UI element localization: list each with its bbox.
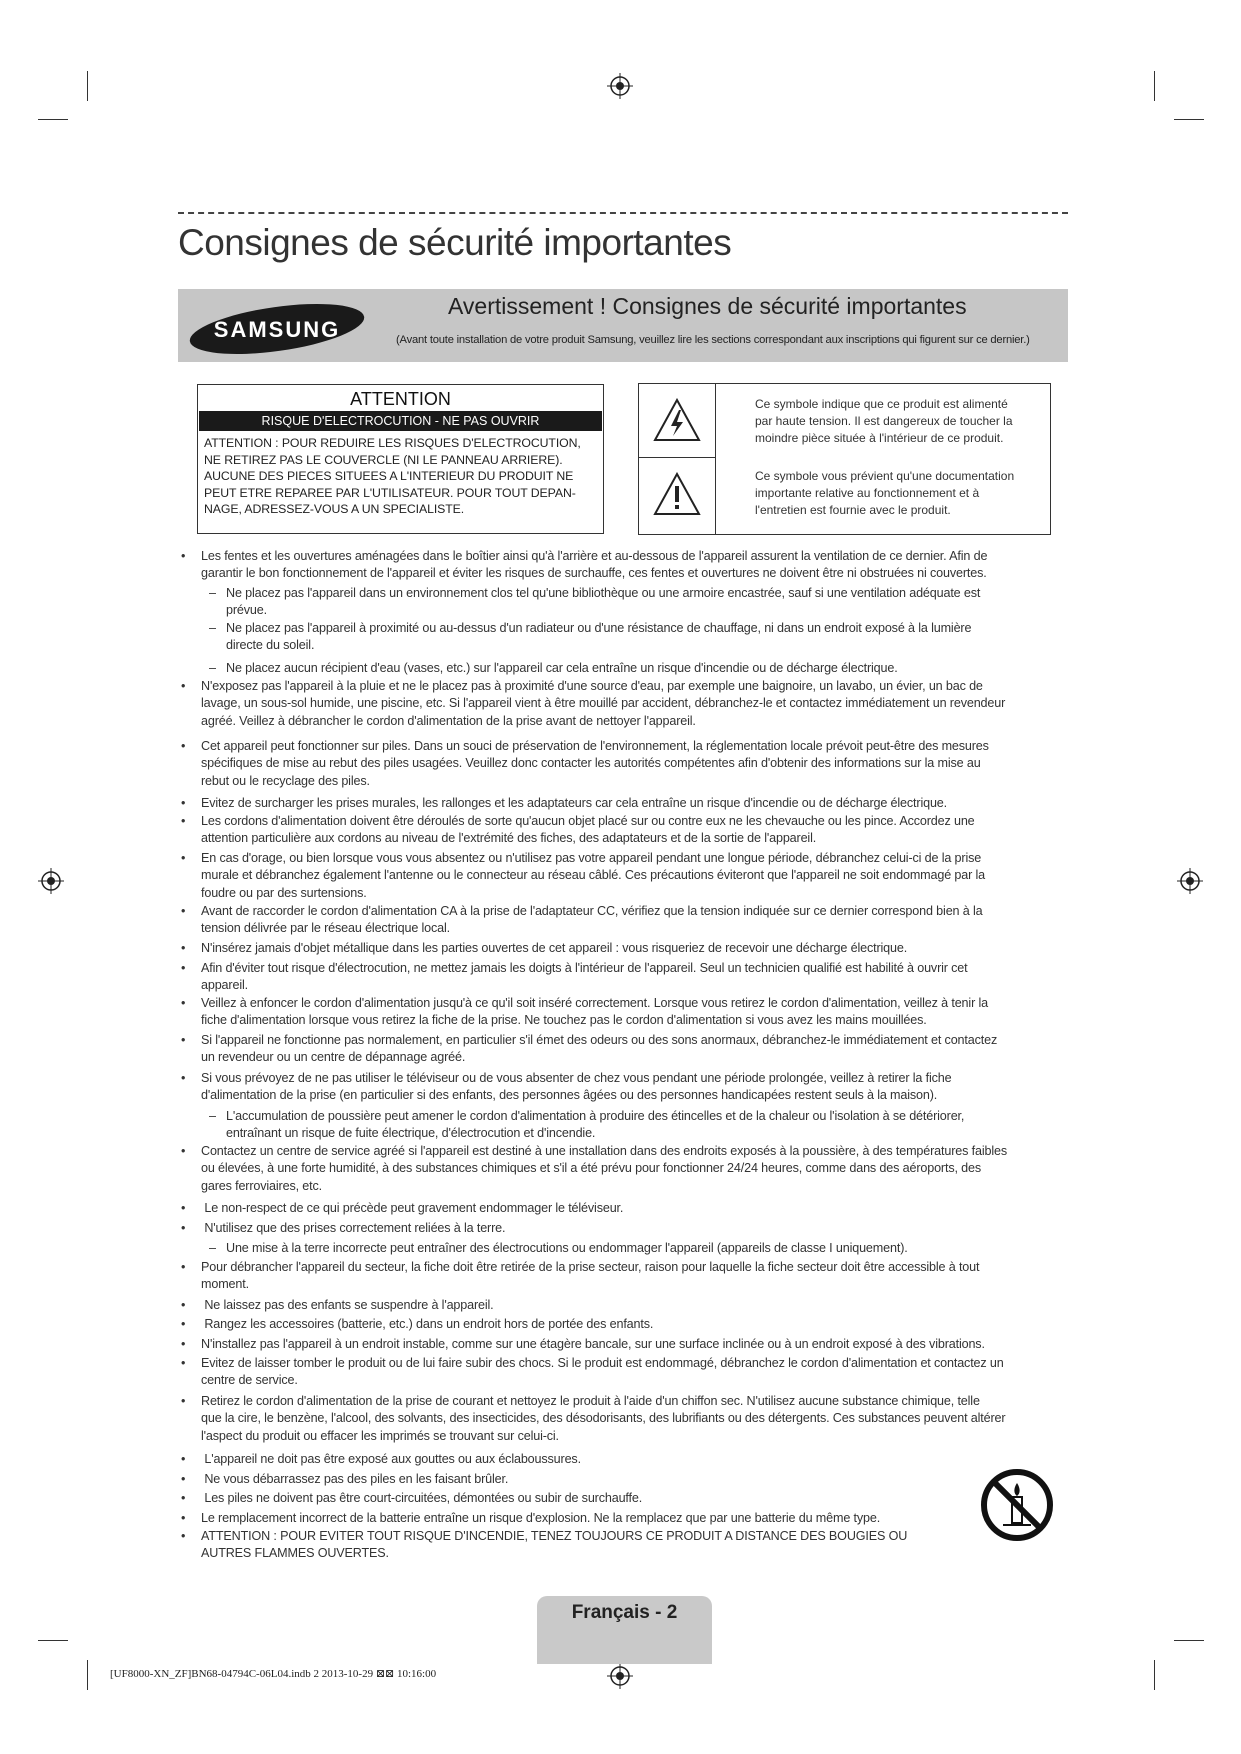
list-item [181, 1355, 1004, 1390]
list-item-text: Cet appareil peut fonctionner sur piles. Dans un souci de préservation de l'environnement, la réglementation locale prévoit peut-être des mesures spécifiques de mise au rebut des piles usagées. Veuillez donc contacter les autorités compétentes afin d'obtenir des informations sur la mise au rebut ou le recyclage des piles. [201, 739, 989, 788]
list-item-text: Les cordons d'alimentation doivent être déroulés de sorte qu'aucun objet placé sur ou contre eux ne les chevauche ou les pince. Accordez une attention particulière aux cordons au niveau de l'extrémité des fiches, des adaptateurs et de la sortie de l'appareil. [201, 814, 975, 846]
crop-mark [1154, 1660, 1155, 1690]
list-item [181, 1471, 509, 1488]
sub-list-item [209, 585, 981, 620]
sub-list-item [209, 660, 898, 677]
list-marker: – [209, 1109, 216, 1123]
list-marker: • [181, 851, 186, 865]
list-item [181, 738, 989, 790]
list-item-text: Contactez un centre de service agréé si l'appareil est destiné à une installation dans des endroits exposés à la poussière, à des températures faibles ou élevées, à une forte humidité, à des substances chimiques et s'il a été prévu pour fonctionner 24/24 heures, comme dans des aéroports, des gares ferroviaires, etc. [201, 1144, 1007, 1193]
list-item [181, 1528, 908, 1563]
list-item-text: Afin d'éviter tout risque d'électrocution, ne mettez jamais les doigts à l'intérieur de l'appareil. Seul un technicien qualifié est habilité à ouvrir cet appareil. [201, 961, 968, 993]
crop-mark [87, 71, 88, 101]
list-marker: • [181, 549, 186, 563]
divider [639, 457, 715, 458]
dashed-rule [178, 212, 1068, 214]
list-item [181, 1510, 881, 1527]
list-marker: • [181, 1317, 186, 1331]
warning-banner [178, 289, 1068, 362]
list-item [181, 1316, 654, 1333]
list-item [181, 1070, 952, 1105]
crop-mark [1154, 71, 1155, 101]
list-marker: • [181, 1201, 186, 1215]
list-item [181, 1490, 643, 1507]
banner-title: Avertissement ! Consignes de sécurité importantes [448, 293, 967, 319]
list-item-text: Avant de raccorder le cordon d'alimentation CA à la prise de l'adaptateur CC, vérifiez que la tension indiquée sur ce dernier correspond bien à la tension délivrée par le réseau électrique local. [201, 904, 983, 936]
list-marker: • [181, 1491, 186, 1505]
list-item-text: ATTENTION : POUR EVITER TOUT RISQUE D'INCENDIE, TENEZ TOUJOURS CE PRODUIT A DISTANCE DES BOUGIES OU AUTRES FLAMMES OUVERTES. [201, 1529, 908, 1561]
crop-mark [1174, 1640, 1204, 1641]
list-marker: • [181, 739, 186, 753]
attention-box [197, 384, 604, 534]
list-item-text: Evitez de laisser tomber le produit ou de lui faire subir des chocs. Si le produit est endommagé, débranchez le cordon d'alimentation et contactez un centre de service. [201, 1356, 1004, 1388]
banner-subtitle: (Avant toute installation de votre produit Samsung, veuillez lire les sections correspondant aux inscriptions qui figurent sur ce dernier.) [396, 334, 1030, 346]
list-item-text: N'installez pas l'appareil à un endroit instable, comme sur une étagère bancale, sur une surface inclinée ou à un endroit exposé à des vibrations. [201, 1337, 985, 1351]
print-footer: [UF8000-XN_ZF]BN68-04794C-06L04.indb 2 2013-10-29 ⊠⊠ 10:16:00 [110, 1668, 437, 1680]
registration-mark-icon [607, 1663, 633, 1689]
list-marker: • [181, 1511, 186, 1525]
list-marker: • [181, 961, 186, 975]
registration-mark-icon [38, 868, 64, 894]
lightning-warning-icon [653, 398, 701, 442]
list-marker: • [181, 1529, 186, 1543]
list-marker: • [181, 1033, 186, 1047]
list-marker: • [181, 1260, 186, 1274]
attention-bar: RISQUE D'ELECTROCUTION - NE PAS OUVRIR [199, 411, 602, 431]
list-marker: • [181, 1356, 186, 1370]
list-item-text: Ne placez aucun récipient d'eau (vases, etc.) sur l'appareil car cela entraîne un risque d'incendie ou de décharge électrique. [226, 661, 898, 675]
list-item [181, 1032, 998, 1067]
exclamation-warning-icon [653, 472, 701, 516]
list-item [181, 1143, 1007, 1195]
list-item-text: Retirez le cordon d'alimentation de la prise de courant et nettoyez le produit à l'aide d'un chiffon sec. N'utilisez aucune substance chimique, telle que la cire, le benzène, l'alcool, des solvants, des insecticides, des désodorisants, des lubrifiants ou des détergents. Ces substances peuvent altérer l'aspect du produit ou effacer les imprimés se trouvant sur celui-ci. [201, 1394, 1006, 1443]
list-item-text: L'accumulation de poussière peut amener le cordon d'alimentation à produire des étincelles et de la chaleur ou l'isolation à se détériorer, entraînant un risque de fuite électrique, d'électrocution et d'incendie. [226, 1109, 965, 1141]
divider [715, 384, 716, 534]
list-marker: • [181, 1298, 186, 1312]
list-item [181, 1220, 506, 1237]
list-marker: – [209, 1241, 216, 1255]
list-item-text: Les piles ne doivent pas être court-circuitées, démontées ou subir de surchauffe. [201, 1491, 643, 1505]
list-marker: – [209, 586, 216, 600]
list-item-text: Si l'appareil ne fonctionne pas normalement, en particulier s'il émet des odeurs ou des sons anormaux, débranchez-le immédiatement et contactez un revendeur ou un centre de dépannage agréé. [201, 1033, 998, 1065]
list-item-text: Pour débrancher l'appareil du secteur, la fiche doit être retirée de la prise secteur, raison pour laquelle la fiche secteur doit être accessible à tout moment. [201, 1260, 980, 1292]
attention-title: ATTENTION [350, 389, 451, 409]
list-item-text: Ne laissez pas des enfants se suspendre à l'appareil. [201, 1298, 494, 1312]
list-item [181, 1297, 494, 1314]
page-number: Français - 2 [571, 1602, 678, 1623]
list-item-text: Une mise à la terre incorrecte peut entraîner des électrocutions ou endommager l'appareil (appareils de classe I uniquement). [226, 1241, 908, 1255]
list-item-text: Ne placez pas l'appareil à proximité ou au-dessus d'un radiateur ou d'une résistance de chauffage, ni dans un endroit exposé à la lumière directe du soleil. [226, 621, 972, 653]
list-item-text: L'appareil ne doit pas être exposé aux gouttes ou aux éclaboussures. [201, 1452, 581, 1466]
list-marker: • [181, 1472, 186, 1486]
list-item-text: Evitez de surcharger les prises murales, les rallonges et les adaptateurs car cela entraîne un risque d'incendie ou de décharge électrique. [201, 796, 948, 810]
list-marker: • [181, 1221, 186, 1235]
symbols-box [638, 383, 1051, 535]
list-marker: • [181, 796, 186, 810]
list-item-text: Ne vous débarrassez pas des piles en les faisant brûler. [201, 1472, 509, 1486]
list-marker: • [181, 941, 186, 955]
attention-text: ATTENTION : POUR REDUIRE LES RISQUES D'ELECTROCUTION, NE RETIREZ PAS LE COUVERCLE (NI LE PANNEAU ARRIERE). AUCUNE DES PIECES SITUEES A L'INTERIEUR DU PRODUIT NE PEUT ETRE REPAREE PAR L'UTILISATEUR. POUR TOUT DEPAN- NAGE, ADRESSEZ-VOUS A UN SPECIALISTE. [204, 436, 581, 516]
no-candle-icon [979, 1467, 1055, 1543]
list-item [181, 1451, 581, 1468]
list-marker: • [181, 904, 186, 918]
list-item-text: En cas d'orage, ou bien lorsque vous vous absentez ou n'utilisez pas votre appareil pendant une longue période, débranchez celui-ci de la prise murale et débranchez également l'antenne ou le connecteur au réseau câblé. Ces précautions éviteront que l'appareil ne soit endommagé par la foudre ou par des surtensions. [201, 851, 986, 900]
list-item [181, 678, 1006, 730]
sub-list-item [209, 1108, 965, 1143]
registration-mark-icon [1177, 868, 1203, 894]
list-marker: • [181, 1337, 186, 1351]
list-item-text: Ne placez pas l'appareil dans un environnement clos tel qu'une bibliothèque ou une armoire encastrée, sauf si une ventilation adéquate est prévue. [226, 586, 981, 618]
list-item [181, 795, 948, 812]
crop-mark [1174, 119, 1204, 120]
list-item [181, 813, 975, 848]
samsung-logo-text: SAMSUNG [213, 317, 341, 342]
list-marker: • [181, 1144, 186, 1158]
list-item [181, 903, 983, 938]
crop-mark [38, 1640, 68, 1641]
high-voltage-text: Ce symbole indique que ce produit est alimenté par haute tension. Il est dangereux de toucher la moindre pièce située à l'intérieur de ce produit. [755, 397, 1013, 445]
sub-list-item [209, 1240, 908, 1257]
list-item [181, 1200, 624, 1217]
list-item-text: N'exposez pas l'appareil à la pluie et ne le placez pas à proximité d'une source d'eau, par exemple une baignoire, un lavabo, un évier, un bac de lavage, un sous-sol humide, une piscine, etc. Si l'appareil vient à être mouillé par accident, débranchez-le et contactez immédiatement un revendeur agréé. Veillez à débrancher le cordon d'alimentation de la prise avant de nettoyer l'appareil. [201, 679, 1006, 728]
list-item [181, 850, 986, 902]
list-item [181, 548, 988, 583]
list-marker: • [181, 1394, 186, 1408]
list-item-text: Le non-respect de ce qui précède peut gravement endommager le téléviseur. [201, 1201, 624, 1215]
registration-mark-icon [607, 73, 633, 99]
list-item-text: Les fentes et les ouvertures aménagées dans le boîtier ainsi qu'à l'arrière et au-dessous de l'appareil assurent la ventilation de ce dernier. Afin de garantir le bon fonctionnement de l'appareil et éviter les risques de surchauffe, ces fentes et ouvertures ne doivent être ni obstruées ni couvertes. [201, 549, 988, 581]
list-marker: • [181, 1452, 186, 1466]
crop-mark [87, 1660, 88, 1690]
list-marker: • [181, 996, 186, 1010]
list-item [181, 1336, 985, 1353]
list-marker: • [181, 814, 186, 828]
crop-mark [38, 119, 68, 120]
list-marker: • [181, 679, 186, 693]
list-marker: • [181, 1071, 186, 1085]
samsung-logo [187, 301, 367, 357]
list-item [181, 995, 988, 1030]
list-item-text: Rangez les accessoires (batterie, etc.) dans un endroit hors de portée des enfants. [201, 1317, 654, 1331]
list-item-text: N'insérez jamais d'objet métallique dans les parties ouvertes de cet appareil : vous risqueriez de recevoir une décharge électrique. [201, 941, 908, 955]
list-item [181, 960, 968, 995]
list-item [181, 1393, 1006, 1445]
list-marker: – [209, 661, 216, 675]
list-item [181, 940, 908, 957]
sub-list-item [209, 620, 972, 655]
documentation-text: Ce symbole vous prévient qu'une documentation importante relative au fonctionnement et à l'entretien est fournie avec le produit. [755, 469, 1015, 517]
list-item [181, 1259, 980, 1294]
list-item-text: Si vous prévoyez de ne pas utiliser le téléviseur ou de vous absenter de chez vous pendant une période prolongée, veillez à retirer la fiche d'alimentation de la prise (en particulier si des enfants, des personnes âgées ou des personnes handicapées restent seuls à la maison). [201, 1071, 952, 1103]
page-title: Consignes de sécurité importantes [178, 222, 732, 263]
list-item-text: N'utilisez que des prises correctement reliées à la terre. [201, 1221, 506, 1235]
list-marker: – [209, 621, 216, 635]
list-item-text: Veillez à enfoncer le cordon d'alimentation jusqu'à ce qu'il soit inséré correctement. Lorsque vous retirez le cordon d'alimentation, veillez à tenir la fiche d'alimentation lorsque vous retirez la fiche de la prise. Ne touchez pas le cordon d'alimentation si vous avez les mains mouillées. [201, 996, 988, 1028]
page-number-tab [537, 1596, 712, 1664]
list-item-text: Le remplacement incorrect de la batterie entraîne un risque d'explosion. Ne la remplacez que par une batterie du même type. [201, 1511, 881, 1525]
